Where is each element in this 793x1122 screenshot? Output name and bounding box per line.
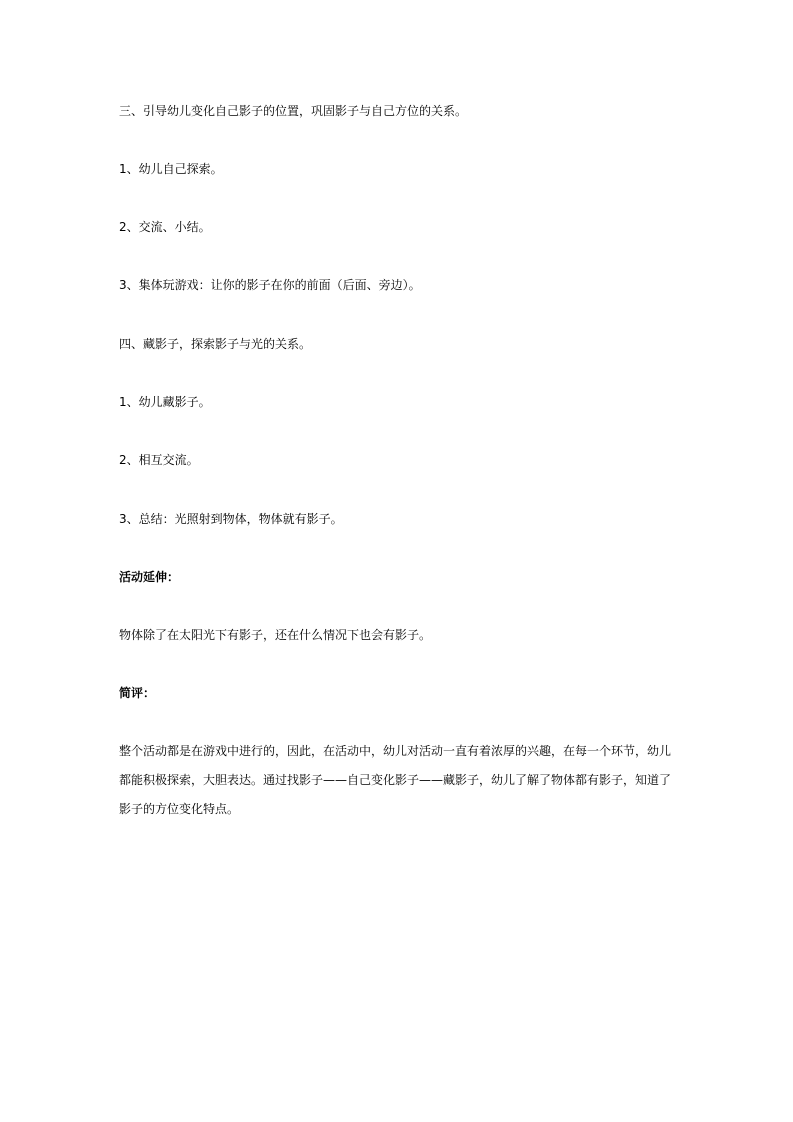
extension-text: 物体除了在太阳光下有影子，还在什么情况下也会有影子。: [119, 628, 432, 642]
step-item: 3、总结：光照射到物体，物体就有影子。: [119, 512, 343, 526]
step-item: 1、幼儿自己探索。: [119, 162, 223, 176]
review-line: 都能积极探索，大胆表达。通过找影子——自己变化影子——藏影子，幼儿了解了物体都有影子，知道了: [119, 773, 672, 787]
step-item: 1、幼儿藏影子。: [119, 395, 211, 409]
extension-heading: 活动延伸：: [119, 570, 180, 584]
step-item: 3、集体玩游戏：让你的影子在你的前面（后面、旁边）。: [119, 278, 421, 292]
section-four-heading: 四、藏影子，探索影子与光的关系。: [119, 337, 312, 351]
step-item: 2、交流、小结。: [119, 220, 211, 234]
review-heading: 简评：: [119, 686, 156, 700]
step-item: 2、相互交流。: [119, 453, 199, 467]
review-paragraph: [119, 743, 679, 830]
review-line: 影子的方位变化特点。: [119, 802, 240, 816]
section-three-heading: 三、引导幼儿变化自己影子的位置，巩固影子与自己方位的关系。: [119, 104, 468, 118]
review-line: 整个活动都是在游戏中进行的，因此，在活动中，幼儿对活动一直有着浓厚的兴趣，在每一个环节，幼儿: [119, 744, 672, 758]
